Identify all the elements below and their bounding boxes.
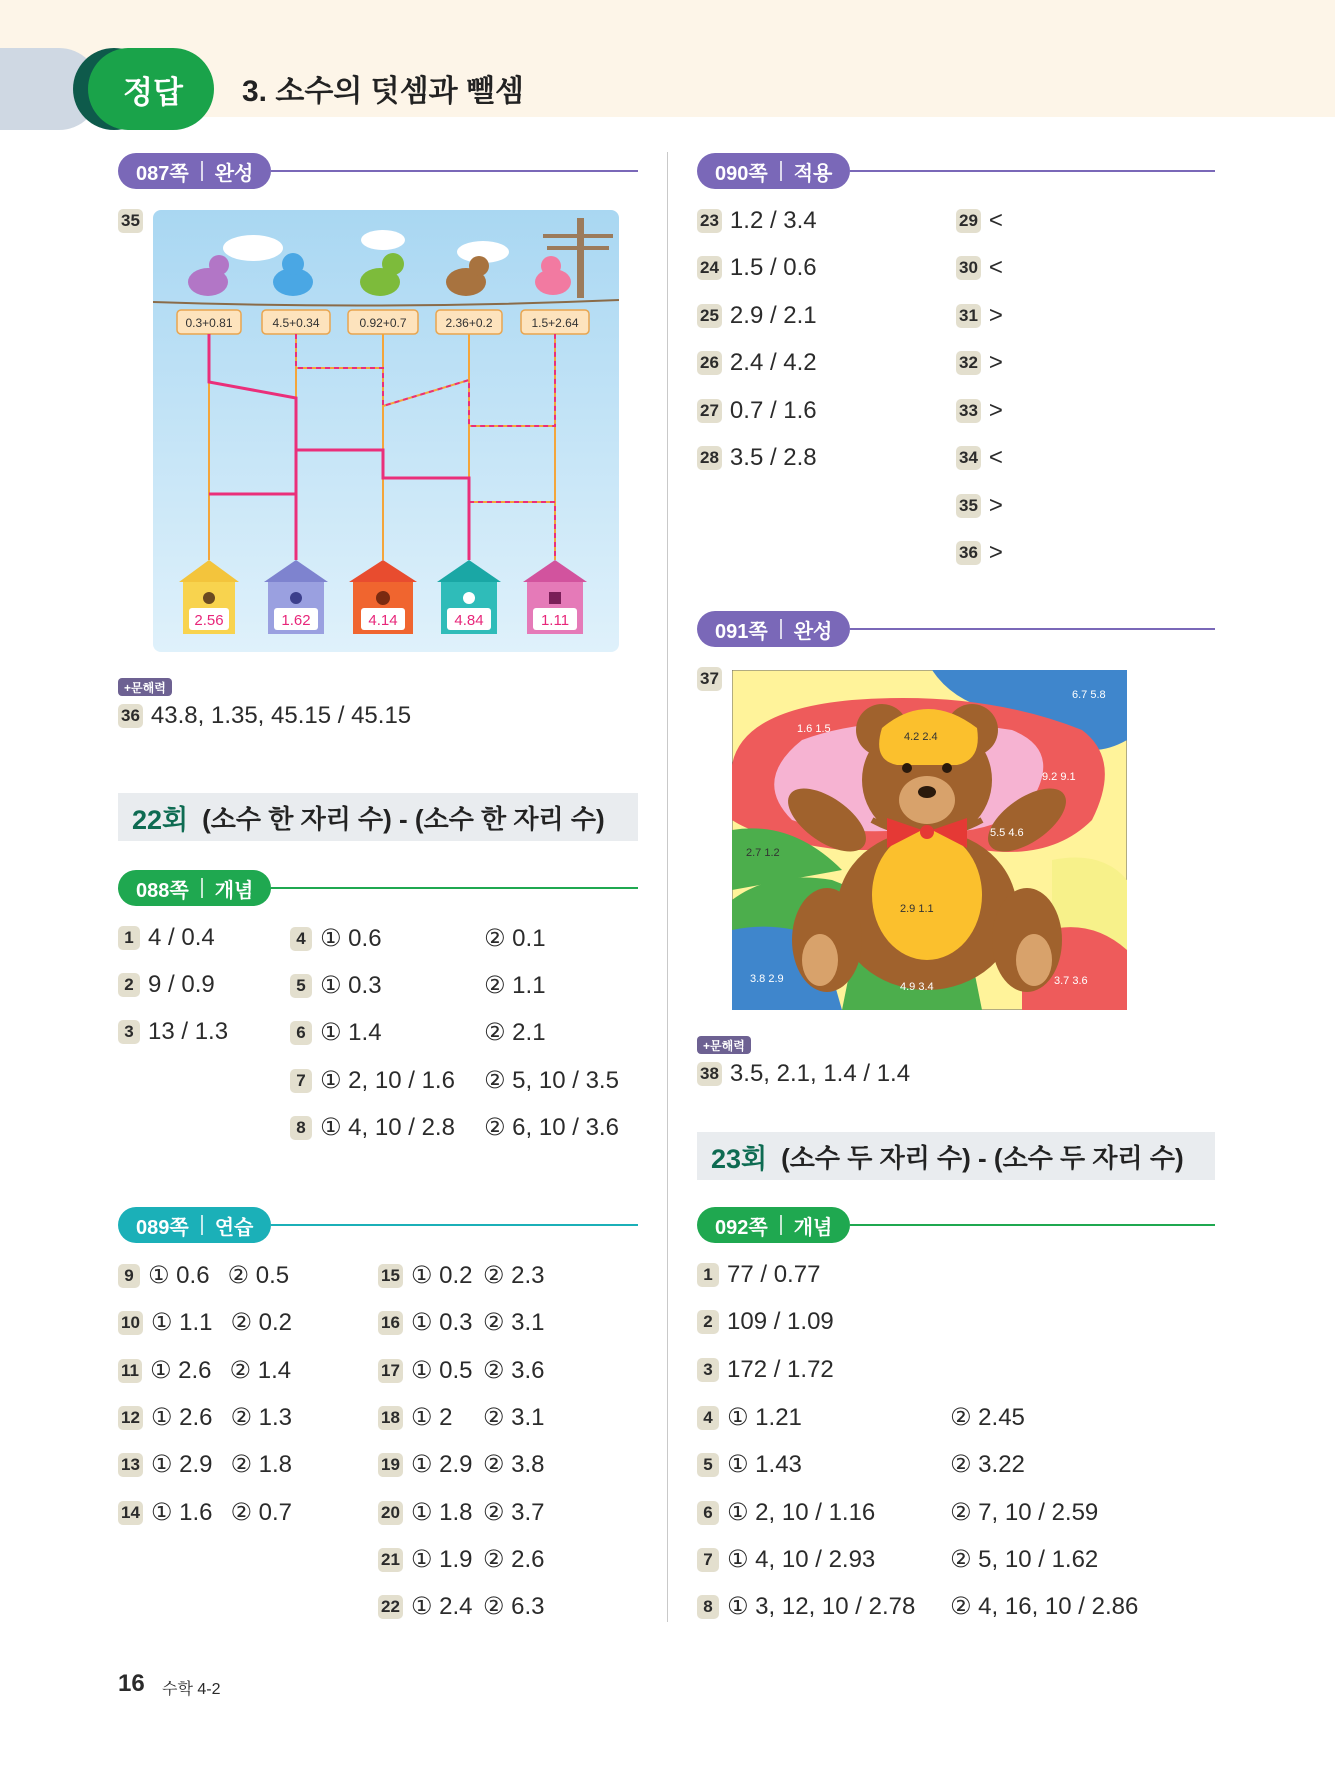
question-number: 6: [290, 1021, 312, 1045]
section-pill: [697, 611, 850, 647]
page-number: 16: [118, 1670, 145, 1697]
answer-part-1: ① 2, 10 / 1.16: [727, 1499, 876, 1526]
section-header-090: [697, 153, 1215, 189]
question-number: 3: [118, 1020, 140, 1044]
question-6b: [697, 1498, 875, 1527]
question-5: [290, 971, 382, 1000]
bear-label-7: 2.9 1.1: [900, 903, 934, 915]
question-number: 21: [378, 1548, 403, 1572]
answer-part-2: ② 6, 10 / 3.6: [484, 1114, 619, 1141]
question-8b: [697, 1592, 915, 1621]
question-4: [290, 924, 382, 953]
answer-text: 172 / 1.72: [727, 1356, 834, 1383]
literacy-tag: +문해력: [697, 1036, 751, 1054]
answer-text: 109 / 1.09: [727, 1308, 834, 1335]
question-number: 9: [118, 1264, 140, 1288]
answer-part-2: ② 0.1: [484, 925, 546, 952]
question-35b: [956, 492, 1003, 520]
bird-ladder-svg: [153, 210, 619, 652]
bear-label-6: 2.7 1.2: [746, 847, 780, 859]
question-20: [378, 1498, 544, 1527]
answer-part-2: ② 5, 10 / 1.62: [950, 1546, 1099, 1573]
teddy-bear-figure: [732, 670, 1127, 1015]
section-type: 완성: [214, 162, 254, 185]
answer-part-2: ② 7, 10 / 2.59: [950, 1499, 1099, 1526]
teddy-bear-svg: [732, 670, 1127, 1010]
section-header-089: [118, 1207, 638, 1243]
literacy-tag: +문해력: [118, 678, 172, 696]
answer-part-1: ① 1.6: [150, 1499, 213, 1526]
answer-text: >: [988, 492, 1003, 519]
answer-text: >: [988, 349, 1003, 376]
question-number: 18: [378, 1406, 403, 1430]
question-38: [697, 1060, 910, 1088]
question-11: [118, 1356, 291, 1385]
answer-part-2: ② 1.8: [230, 1451, 293, 1478]
question-13: [118, 1450, 292, 1479]
answer-part-2: ② 1.1: [484, 972, 546, 999]
answer-text: >: [988, 302, 1003, 329]
question-number: 6: [697, 1501, 719, 1525]
question-number: 2: [697, 1310, 719, 1334]
answer-part-2: ② 0.7: [230, 1499, 293, 1526]
answer-part-2: ② 3.7: [482, 1499, 545, 1526]
bear-label-1: 6.7 5.8: [1072, 689, 1106, 701]
section-header-092: [697, 1207, 1215, 1243]
question-14: [118, 1498, 292, 1527]
question-31: [956, 302, 1003, 330]
session-number: 22회: [132, 804, 189, 835]
answer-text: 77 / 0.77: [727, 1261, 821, 1288]
answer-badge: 정답: [88, 48, 214, 130]
column-divider: [667, 152, 668, 1622]
section-type: 연습: [214, 1216, 254, 1239]
question-6-part2: [484, 1018, 546, 1047]
answer-part-2: ② 3.1: [482, 1309, 545, 1336]
section-type: 개념: [214, 879, 254, 902]
question-number: 1: [697, 1263, 719, 1287]
answer-part-2: ② 5, 10 / 3.5: [484, 1067, 619, 1094]
question-8b-part2: [950, 1592, 1138, 1621]
question-number: 26: [697, 351, 722, 375]
session-number: 23회: [711, 1143, 768, 1174]
question-number: 35: [118, 209, 143, 233]
answer-text: 2.4 / 4.2: [729, 349, 817, 376]
expression-2: 4.5+0.34: [272, 316, 320, 330]
section-rule: [271, 887, 638, 889]
answer-part-1: ① 0.6: [148, 1262, 210, 1289]
question-number: 23: [697, 209, 722, 233]
house-answer-4: 4.84: [454, 612, 484, 629]
question-number: 5: [290, 974, 312, 998]
answer-part-1: ① 1.21: [727, 1404, 802, 1431]
answer-text: 4 / 0.4: [148, 924, 215, 951]
section-header-088: [118, 870, 638, 906]
question-number: 38: [697, 1062, 722, 1086]
question-10: [118, 1308, 292, 1337]
question-1: [118, 924, 215, 952]
session-title: (소수 두 자리 수) - (소수 두 자리 수): [781, 1142, 1184, 1173]
section-type: 완성: [793, 620, 833, 643]
question-25: [697, 302, 817, 330]
expression-1: 0.3+0.81: [185, 316, 233, 330]
house-answer-3: 4.14: [368, 612, 398, 629]
answer-text: >: [988, 539, 1003, 566]
section-page: 088쪽: [136, 879, 189, 902]
question-number: 4: [697, 1406, 719, 1430]
answer-part-2: ② 1.4: [229, 1357, 292, 1384]
answer-part-2: ② 3.8: [482, 1451, 545, 1478]
book-title: 수학 4-2: [162, 1681, 221, 1698]
question-number: 22: [378, 1595, 403, 1619]
answer-part-1: ① 1.4: [320, 1019, 382, 1046]
answer-text: <: [988, 207, 1003, 234]
question-number: 7: [290, 1069, 312, 1093]
question-36: [118, 702, 411, 730]
section-pill: [118, 1207, 271, 1243]
answer-part-1: ① 2.4: [410, 1593, 473, 1620]
section-type: 적용: [793, 162, 833, 185]
session-22-header: [118, 793, 638, 841]
section-page: 087쪽: [136, 162, 189, 185]
question-21: [378, 1545, 544, 1574]
question-number: 7: [697, 1548, 719, 1572]
section-rule: [850, 170, 1215, 172]
question-22: [378, 1592, 544, 1621]
answer-text: 3.5, 2.1, 1.4 / 1.4: [729, 1060, 911, 1087]
question-number: 12: [118, 1406, 143, 1430]
question-18: [378, 1403, 544, 1432]
answer-part-2: ② 2.3: [482, 1262, 545, 1289]
question-number: 29: [956, 209, 981, 233]
question-number: 36: [118, 704, 143, 728]
question-number: 27: [697, 399, 722, 423]
answer-part-1: ① 4, 10 / 2.93: [727, 1546, 876, 1573]
bear-label-5: 5.5 4.6: [990, 827, 1024, 839]
question-2: [118, 971, 215, 999]
answer-part-2: ② 4, 16, 10 / 2.86: [950, 1593, 1139, 1620]
section-pill: [118, 870, 271, 906]
question-number: 17: [378, 1359, 403, 1383]
answer-part-2: ② 6.3: [482, 1593, 545, 1620]
question-32: [956, 349, 1003, 377]
answer-part-1: ① 3, 12, 10 / 2.78: [727, 1593, 916, 1620]
question-number: 1: [118, 926, 140, 950]
question-3: [118, 1018, 228, 1046]
answer-part-2: ② 3.6: [482, 1357, 545, 1384]
question-36b: [956, 539, 1003, 567]
section-rule: [850, 1224, 1215, 1226]
section-header-091: [697, 611, 1215, 647]
answer-part-2: ② 1.3: [230, 1404, 293, 1431]
question-29: [956, 207, 1003, 235]
question-number: 37: [697, 667, 722, 691]
question-number: 8: [697, 1595, 719, 1619]
question-number: 15: [378, 1264, 403, 1288]
answer-part-1: ① 0.3: [410, 1309, 473, 1336]
answer-text: 13 / 1.3: [148, 1018, 229, 1045]
answer-part-1: ① 0.6: [320, 925, 382, 952]
answer-part-1: ① 4, 10 / 2.8: [320, 1114, 455, 1141]
question-16: [378, 1308, 544, 1337]
answer-part-2: ② 0.2: [230, 1309, 293, 1336]
section-rule: [850, 628, 1215, 630]
answer-part-1: ① 2.6: [150, 1404, 213, 1431]
section-pill: [697, 1207, 850, 1243]
question-number: 31: [956, 304, 981, 328]
question-number: 24: [697, 256, 722, 280]
section-page: 091쪽: [715, 620, 768, 643]
question-24: [697, 254, 817, 282]
answer-text: <: [988, 254, 1003, 281]
question-7-part2: [484, 1066, 619, 1095]
section-pill: [697, 153, 850, 189]
answer-part-2: ② 3.22: [950, 1451, 1025, 1478]
section-rule: [271, 1224, 638, 1226]
answer-part-1: ① 0.5: [410, 1357, 473, 1384]
question-2b: [697, 1308, 834, 1336]
question-17: [378, 1356, 544, 1385]
question-7: [290, 1066, 455, 1095]
question-30: [956, 254, 1003, 282]
chapter-title: 3. 소수의 덧셈과 뺄셈: [242, 75, 524, 108]
question-8-part2: [484, 1113, 619, 1142]
house-answer-1: 2.56: [194, 612, 224, 629]
question-34: [956, 444, 1003, 472]
bear-label-4: 9.2 9.1: [1042, 771, 1076, 783]
answer-text: 43.8, 1.35, 45.15 / 45.15: [150, 702, 412, 729]
answer-text: 1.5 / 0.6: [729, 254, 817, 281]
bear-label-8: 3.8 2.9: [750, 973, 784, 985]
answer-text: <: [988, 444, 1003, 471]
answer-part-1: ① 0.3: [320, 972, 382, 999]
bear-label-3: 4.2 2.4: [904, 731, 938, 743]
answer-part-1: ① 2.9: [410, 1451, 473, 1478]
question-5b-part2: [950, 1450, 1025, 1479]
question-number: 3: [697, 1358, 719, 1382]
question-number: 11: [118, 1359, 142, 1383]
question-26: [697, 349, 817, 377]
question-number: 5: [697, 1453, 719, 1477]
answer-text: >: [988, 397, 1003, 424]
answer-text: 3.5 / 2.8: [729, 444, 817, 471]
expression-3: 0.92+0.7: [359, 316, 407, 330]
answer-part-2: ② 0.5: [227, 1262, 290, 1289]
question-3b: [697, 1356, 834, 1384]
question-number: 8: [290, 1116, 312, 1140]
answer-part-1: ① 2.6: [149, 1357, 212, 1384]
question-number: 14: [118, 1501, 143, 1525]
section-page: 090쪽: [715, 162, 768, 185]
answer-part-2: ② 2.1: [484, 1019, 546, 1046]
question-5b: [697, 1450, 802, 1479]
question-number: 28: [697, 446, 722, 470]
answer-text: 2.9 / 2.1: [729, 302, 817, 329]
answer-text: 9 / 0.9: [148, 971, 215, 998]
question-35: [118, 209, 151, 233]
session-23-header: [697, 1132, 1215, 1180]
question-7b-part2: [950, 1545, 1098, 1574]
answer-part-2: ② 2.6: [482, 1546, 545, 1573]
question-1b: [697, 1261, 820, 1289]
section-header-087: [118, 153, 638, 189]
question-9: [118, 1261, 289, 1290]
answer-part-2: ② 3.1: [482, 1404, 545, 1431]
question-number: 20: [378, 1501, 403, 1525]
question-number: 13: [118, 1453, 143, 1477]
question-15: [378, 1261, 544, 1290]
question-12: [118, 1403, 292, 1432]
answer-part-1: ① 2, 10 / 1.6: [320, 1067, 455, 1094]
question-28: [697, 444, 817, 472]
question-number: 4: [290, 927, 312, 951]
answer-part-1: ① 2: [410, 1404, 453, 1431]
question-number: 32: [956, 351, 981, 375]
question-number: 33: [956, 399, 981, 423]
question-37: [697, 667, 730, 691]
question-number: 10: [118, 1311, 143, 1335]
question-number: 35: [956, 494, 981, 518]
question-33: [956, 397, 1003, 425]
answer-part-1: ① 1.43: [727, 1451, 802, 1478]
expression-5: 1.5+2.64: [531, 316, 579, 330]
section-page: 092쪽: [715, 1216, 768, 1239]
question-4-part2: [484, 924, 546, 953]
house-answer-2: 1.62: [281, 612, 311, 629]
section-pill: [118, 153, 271, 189]
answer-part-2: ② 2.45: [950, 1404, 1025, 1431]
question-6: [290, 1018, 382, 1047]
expression-4: 2.36+0.2: [445, 316, 493, 330]
bear-label-9: 4.9 3.4: [900, 981, 934, 993]
question-6b-part2: [950, 1498, 1098, 1527]
session-title: (소수 한 자리 수) - (소수 한 자리 수): [202, 803, 605, 834]
question-23: [697, 207, 817, 235]
question-8: [290, 1113, 455, 1142]
question-number: 30: [956, 256, 981, 280]
question-4b-part2: [950, 1403, 1025, 1432]
question-number: 36: [956, 541, 981, 565]
answer-text: 0.7 / 1.6: [729, 397, 817, 424]
bear-label-10: 3.7 3.6: [1054, 975, 1088, 987]
question-number: 34: [956, 446, 981, 470]
bird-ladder-figure: [153, 210, 619, 657]
question-19: [378, 1450, 544, 1479]
answer-part-1: ① 2.9: [150, 1451, 213, 1478]
answer-part-1: ① 1.8: [410, 1499, 473, 1526]
question-number: 25: [697, 304, 722, 328]
answer-part-1: ① 1.1: [150, 1309, 213, 1336]
question-5-part2: [484, 971, 546, 1000]
question-7b: [697, 1545, 875, 1574]
answer-part-1: ① 1.9: [410, 1546, 473, 1573]
question-number: 19: [378, 1453, 403, 1477]
question-27: [697, 397, 817, 425]
answer-part-1: ① 0.2: [410, 1262, 473, 1289]
section-type: 개념: [793, 1216, 833, 1239]
question-number: 16: [378, 1311, 403, 1335]
question-number: 2: [118, 973, 140, 997]
section-page: 089쪽: [136, 1216, 189, 1239]
house-answer-5: 1.11: [540, 612, 570, 629]
answer-text: 1.2 / 3.4: [729, 207, 817, 234]
question-4b: [697, 1403, 802, 1432]
bear-label-2: 1.6 1.5: [797, 723, 831, 735]
section-rule: [271, 170, 638, 172]
